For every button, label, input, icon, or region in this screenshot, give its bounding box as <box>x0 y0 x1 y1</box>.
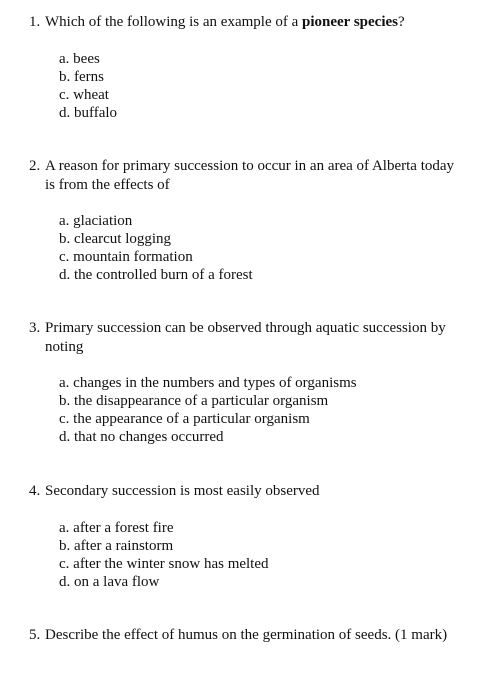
question-number: 3. <box>29 320 41 336</box>
option-b: b. the disappearance of a particular organism <box>59 393 329 409</box>
question-5-stem <box>29 626 459 645</box>
question-1 <box>29 13 459 121</box>
option-c: c. mountain formation <box>59 249 193 265</box>
option-a: a. changes in the numbers and types of organisms <box>59 375 357 391</box>
question-bold-term: pioneer species <box>302 14 398 30</box>
question-1-stem <box>29 13 459 32</box>
answer-options <box>59 50 117 122</box>
question-3-stem <box>29 319 459 357</box>
question-2 <box>29 157 459 283</box>
question-text: Describe the effect of humus on the germination of seeds. (1 mark) <box>45 627 448 643</box>
option-d: d. buffalo <box>59 105 118 121</box>
question-text: Primary succession can be observed through aquatic succession by noting <box>45 320 446 355</box>
option-c: c. wheat <box>59 87 109 103</box>
question-text: Secondary succession is most easily observed <box>45 483 320 499</box>
question-number: 1. <box>29 14 41 30</box>
option-b: b. clearcut logging <box>59 231 172 247</box>
question-number: 5. <box>29 627 41 643</box>
answer-options <box>59 374 357 446</box>
option-b: b. ferns <box>59 69 104 85</box>
question-4-stem <box>29 482 459 501</box>
question-5 <box>29 626 459 645</box>
option-c: c. the appearance of a particular organism <box>59 411 310 427</box>
option-d: d. that no changes occurred <box>59 429 224 445</box>
option-b: b. after a rainstorm <box>59 538 174 554</box>
question-2-stem <box>29 157 459 195</box>
option-a: a. after a forest fire <box>59 520 174 536</box>
option-a: a. glaciation <box>59 213 133 229</box>
answer-options <box>59 212 253 284</box>
option-d: d. the controlled burn of a forest <box>59 267 253 283</box>
question-text-end: ? <box>397 14 405 30</box>
question-number: 4. <box>29 483 41 499</box>
answer-options <box>59 519 269 591</box>
question-3 <box>29 319 459 445</box>
option-a: a. bees <box>59 51 100 67</box>
question-text: A reason for primary succession to occur in an area of Alberta today is from the effects of <box>45 158 455 193</box>
question-number: 2. <box>29 158 41 174</box>
option-d: d. on a lava flow <box>59 574 160 590</box>
question-4 <box>29 482 459 590</box>
option-c: c. after the winter snow has melted <box>59 556 269 572</box>
question-text: Which of the following is an example of a <box>45 14 303 30</box>
